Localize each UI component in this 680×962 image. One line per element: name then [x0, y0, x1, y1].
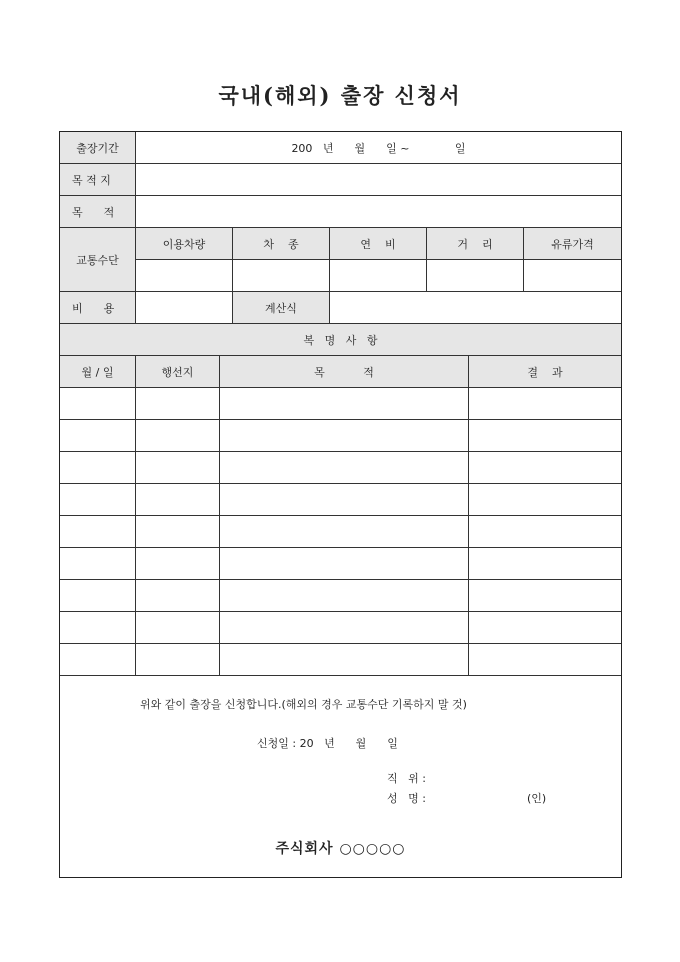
report-row-2-purpose-cell[interactable]: [220, 420, 469, 452]
report-row-6-result-cell[interactable]: [469, 548, 621, 580]
report-section-title: 복 명 사 항: [60, 324, 621, 356]
period-value[interactable]: 200 년 월 일 ~ 일: [136, 132, 621, 164]
position-line[interactable]: 직 위 :: [387, 772, 426, 785]
transport-distance-field[interactable]: [427, 260, 524, 292]
report-row-8-date-cell[interactable]: [60, 612, 136, 644]
report-row-6-purpose-cell[interactable]: [220, 548, 469, 580]
report-row-3-purpose-cell[interactable]: [220, 452, 469, 484]
report-row-9-purpose-cell[interactable]: [220, 644, 469, 676]
report-header-result: 결 과: [469, 356, 621, 388]
transport-label: 교통수단: [60, 228, 136, 292]
form-title: 국내(해외) 출장 신청서: [218, 83, 462, 108]
transport-header-car-type: 차 종: [233, 228, 330, 260]
name-line[interactable]: 성 명 :: [387, 792, 426, 805]
report-row-7-date-cell[interactable]: [60, 580, 136, 612]
period-label: 출장기간: [60, 132, 136, 164]
company-name: 주식회사 ○○○○○: [275, 841, 406, 857]
report-row-7-place-cell[interactable]: [136, 580, 220, 612]
report-row-6-place-cell[interactable]: [136, 548, 220, 580]
report-header-place: 행선지: [136, 356, 220, 388]
report-row-7-result-cell[interactable]: [469, 580, 621, 612]
transport-mileage-field[interactable]: [330, 260, 427, 292]
report-row-8-result-cell[interactable]: [469, 612, 621, 644]
application-form: [59, 131, 622, 878]
report-row-8-purpose-cell[interactable]: [220, 612, 469, 644]
report-row-5-date-cell[interactable]: [60, 516, 136, 548]
report-row-5-result-cell[interactable]: [469, 516, 621, 548]
report-row-9-place-cell[interactable]: [136, 644, 220, 676]
transport-fuel-price-field[interactable]: [524, 260, 621, 292]
purpose-field[interactable]: [136, 196, 621, 228]
report-row-6-date-cell[interactable]: [60, 548, 136, 580]
transport-car-type-field[interactable]: [233, 260, 330, 292]
report-row-1-date-cell[interactable]: [60, 388, 136, 420]
seal-mark: (인): [527, 792, 547, 805]
purpose-label: 목 적: [60, 196, 136, 228]
report-row-7-purpose-cell[interactable]: [220, 580, 469, 612]
report-row-9-date-cell[interactable]: [60, 644, 136, 676]
application-date[interactable]: 신청일 : 20 년 월 일: [257, 737, 398, 750]
transport-header-mileage: 연 비: [330, 228, 427, 260]
report-row-1-place-cell[interactable]: [136, 388, 220, 420]
transport-header-fuel-price: 유류가격: [524, 228, 621, 260]
cost-field[interactable]: [136, 292, 233, 324]
report-row-2-place-cell[interactable]: [136, 420, 220, 452]
calc-label: 계산식: [233, 292, 330, 324]
report-row-4-place-cell[interactable]: [136, 484, 220, 516]
form-footer: [60, 676, 621, 878]
report-row-3-place-cell[interactable]: [136, 452, 220, 484]
transport-vehicle-field[interactable]: [136, 260, 233, 292]
report-row-4-result-cell[interactable]: [469, 484, 621, 516]
cost-label: 비 용: [60, 292, 136, 324]
report-row-1-purpose-cell[interactable]: [220, 388, 469, 420]
calc-field[interactable]: [330, 292, 621, 324]
report-row-5-place-cell[interactable]: [136, 516, 220, 548]
report-row-3-date-cell[interactable]: [60, 452, 136, 484]
report-row-9-result-cell[interactable]: [469, 644, 621, 676]
report-header-date: 월 / 일: [60, 356, 136, 388]
report-row-5-purpose-cell[interactable]: [220, 516, 469, 548]
destination-field[interactable]: [136, 164, 621, 196]
report-row-4-date-cell[interactable]: [60, 484, 136, 516]
destination-label: 목 적 지: [60, 164, 136, 196]
report-row-2-result-cell[interactable]: [469, 420, 621, 452]
transport-header-distance: 거 리: [427, 228, 524, 260]
report-row-4-purpose-cell[interactable]: [220, 484, 469, 516]
report-row-1-result-cell[interactable]: [469, 388, 621, 420]
report-row-3-result-cell[interactable]: [469, 452, 621, 484]
report-header-purpose: 목 적: [220, 356, 469, 388]
statement: 위와 같이 출장을 신청합니다.(해외의 경우 교통수단 기록하지 말 것): [140, 698, 467, 711]
report-row-2-date-cell[interactable]: [60, 420, 136, 452]
report-row-8-place-cell[interactable]: [136, 612, 220, 644]
transport-header-vehicle: 이용차량: [136, 228, 233, 260]
